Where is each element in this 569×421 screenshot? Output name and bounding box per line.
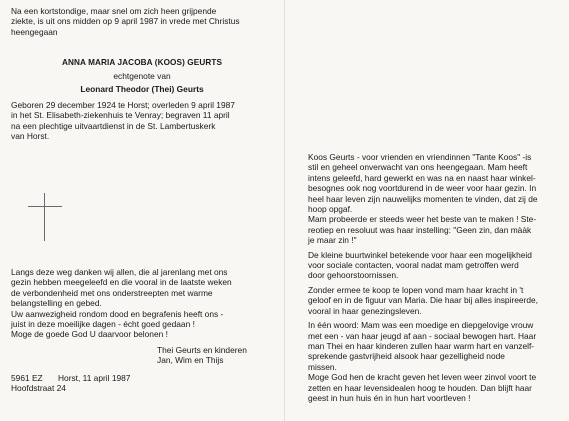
tribute-line: geloof en in de figuur van Maria. Die haar bij alles inspireerde, — [308, 295, 538, 306]
left-panel — [0, 0, 284, 421]
thanks-line: Moge de goede God U daarvoor belonen ! — [11, 329, 168, 340]
tribute-text — [308, 152, 564, 407]
place-and-date: Horst, 11 april 1987 — [58, 373, 131, 383]
spouse-name: Leonard Theodor (Thei) Geurts — [80, 84, 204, 94]
right-panel — [285, 0, 569, 421]
tribute-paragraph — [308, 250, 564, 281]
dates-line: in het St. Elisabeth-ziekenhuis te Venray; begraven 11 april — [11, 110, 230, 121]
thanks-line: de verbondenheid met ons onderstreepten met warme — [11, 287, 213, 298]
thanks-line: belangstelling en gebed. — [11, 298, 102, 309]
signature-line: Jan, Wim en Thijs — [157, 355, 224, 366]
tribute-line: stil en geheel onverwacht van ons heengegaan. Mam heeft — [308, 162, 528, 173]
family-signature — [157, 345, 277, 366]
dates-line: na een plechtige uitvaartdienst in de St. Lambertuskerk — [11, 120, 216, 131]
thanks-line: juist in deze moeilijke dagen - écht goed gedaan ! — [11, 319, 195, 330]
intro-line: Na een kortstondige, maar snel om zich heen grijpende — [11, 6, 217, 16]
intro-line: ziekte, is uit ons midden op 9 april 1987 in vrede met Christus — [11, 16, 240, 27]
thanks-line: Uw aanwezigheid rondom dood en begrafenis heeft ons - — [11, 308, 224, 319]
tribute-line: besognes ook nog voortdurend in de weer voor haar gezin. In — [308, 183, 537, 194]
intro-text — [11, 6, 279, 37]
tribute-line: man Thei en haar kinderen zullen haar warm hart en vanzelf- — [308, 340, 535, 351]
intro-line: heengegaan — [11, 26, 58, 37]
address-block — [11, 373, 211, 394]
tribute-line: hoop opgaf. — [308, 204, 353, 215]
tribute-paragraph — [308, 285, 564, 316]
tribute-line: door gehoorstoornissen. — [308, 270, 399, 281]
tribute-line: Mam probeerde er steeds weer het beste van te maken ! Ste- — [308, 214, 537, 225]
tribute-line: Koos Geurts - voor vrienden en vriendinnen "Tante Koos" -is — [308, 152, 532, 162]
tribute-line: je maar zin !" — [308, 235, 357, 246]
tribute-line: sprekende gastvrijheid alsook haar gezelligheid node — [308, 351, 505, 362]
dates-line: van Horst. — [11, 131, 50, 142]
life-dates-text — [11, 100, 279, 142]
cross-horizontal-bar — [28, 206, 62, 207]
dates-line: Geboren 29 december 1924 te Horst; overleden 9 april 1987 — [11, 100, 235, 110]
tribute-line: heel haar leven zijn nauwelijks momenten te vinden, dat zij de — [308, 193, 538, 204]
thanks-line: Langs deze weg danken wij allen, die al jarenlang met ons — [11, 267, 228, 277]
tribute-line: reotiep en resoluut was haar instelling: "Geen zin, dan mààk — [308, 224, 532, 235]
address-row — [11, 383, 211, 393]
tribute-line: zetten en haar levensidealen hoog te houden. Dan blijft haar — [308, 382, 532, 393]
tribute-line: missen. — [308, 361, 337, 372]
tribute-line: De kleine buurtwinkel betekende voor haar een mogelijkheid — [308, 249, 532, 260]
cross-vertical-bar — [44, 193, 45, 241]
tribute-line: met een - van haar jeugd af aan - sociaal bewogen hart. Haar — [308, 330, 537, 341]
tribute-line: voor sociale contacten, vooral nadat mam getroffen werd — [308, 260, 519, 271]
tribute-line: Moge God hen de kracht geven het leven weer zinvol voort te — [308, 372, 537, 383]
signature-line: Thei Geurts en kinderen — [157, 345, 247, 355]
spouse-label: echtgenote van — [113, 71, 171, 81]
postal-code: 5961 EZ — [11, 373, 43, 383]
deceased-name: ANNA MARIA JACOBA (KOOS) GEURTS — [61, 58, 223, 67]
thanks-text — [11, 267, 279, 340]
tribute-line: geest in hun huis én in hun hart voortleven ! — [308, 392, 471, 403]
cross-icon — [28, 193, 62, 241]
tribute-paragraph — [308, 320, 564, 403]
tribute-line: In één woord: Mam was een moedige en diepgelovige vrouw — [308, 320, 534, 331]
tribute-line: Zonder ermee te koop te lopen vond mam haar kracht in 't — [308, 284, 524, 295]
thanks-line: gezin hebben meegeleefd en die vooral in de laatste weken — [11, 277, 232, 288]
street-address: Hoofdstraat 24 — [11, 383, 66, 394]
tribute-paragraph — [308, 152, 564, 246]
tribute-line: vooral in haar genezingsleven. — [308, 305, 422, 316]
address-row — [11, 373, 211, 383]
tribute-line: intens geleefd, hard gewerkt en was na en naast haar winkel- — [308, 172, 536, 183]
